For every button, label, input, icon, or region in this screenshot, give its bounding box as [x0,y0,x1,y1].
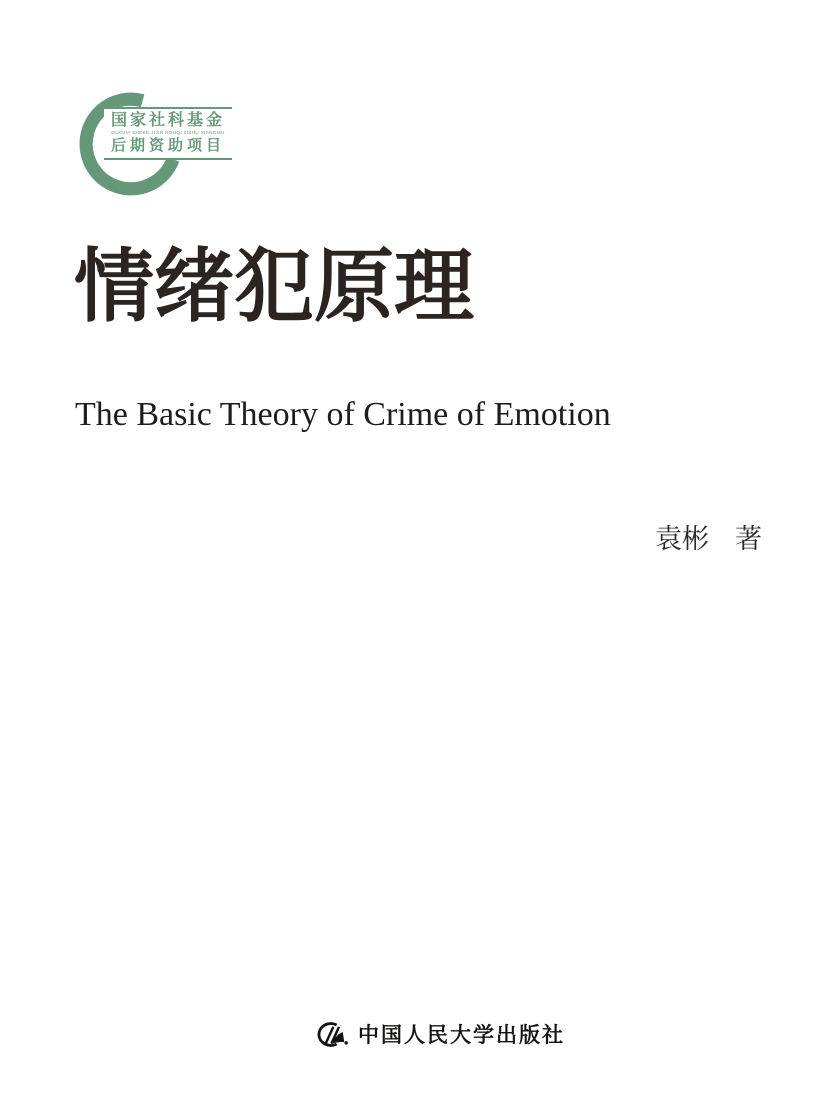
fund-subtitle-line: 后期资助项目 [110,137,225,154]
book-title: 情绪犯原理 [74,244,474,332]
fund-title-line: 国家社科基金 [110,112,225,129]
author-byline [655,517,762,556]
publisher-name: 中国人民大学出版社 [358,1023,565,1047]
nsfc-fund-logo [75,88,305,203]
fund-pinyin-line: GUOJIA SHEKE JIJIN HOUQI ZIZHU XIANGMU [111,130,225,136]
publisher-block [18,1019,840,1049]
publisher-logo-icon [311,1020,349,1049]
book-subtitle-english: The Basic Theory of Crime of Emotion [75,396,611,433]
nsfc-fund-text [104,107,232,160]
author-name: 袁彬 [655,524,709,554]
author-role: 著 [735,524,762,554]
